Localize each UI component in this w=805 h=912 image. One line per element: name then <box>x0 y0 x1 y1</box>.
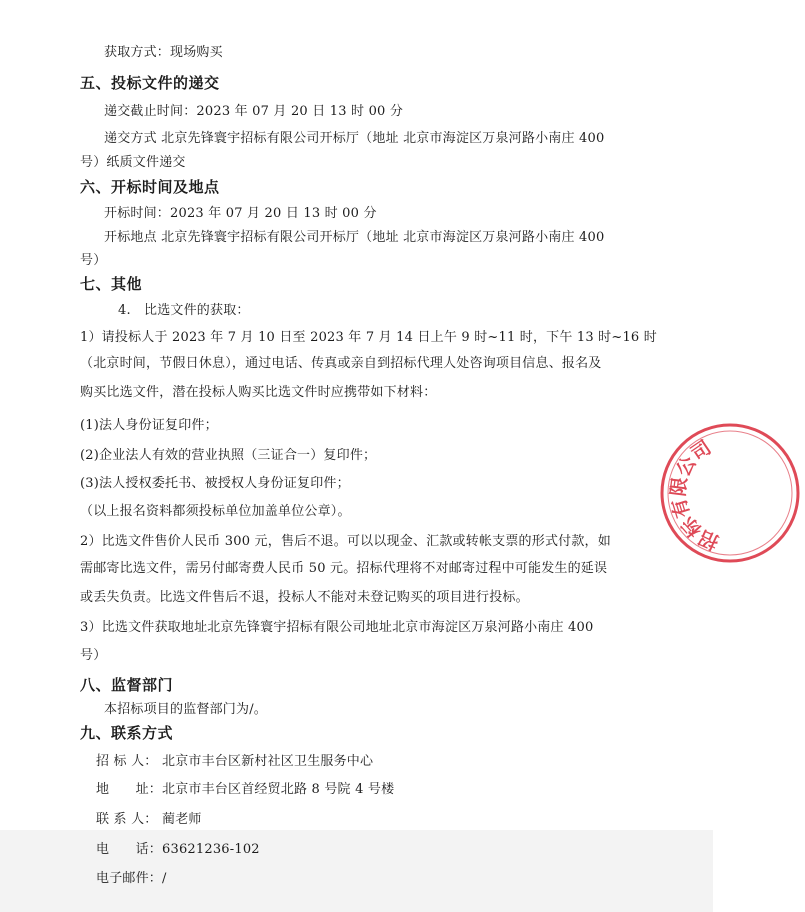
submission-method-line1: 递交方式 北京先锋寰宇招标有限公司开标厅（地址 北京市海淀区万泉河路小南庄 400 <box>104 131 605 146</box>
para1-line2: （北京时间，节假日休息），通过电话、传真或亲自到招标代理人处咨询项目信息、报名及 <box>80 356 602 371</box>
material-note: （以上报名资料都须投标单位加盖单位公章）。 <box>80 504 351 519</box>
para3-line2: 号） <box>80 648 107 663</box>
para1-line1: 1）请投标人于 2023 年 7 月 10 日至 2023 年 7 月 14 日上午 9 时~11 时，下午 13 时~16 时 <box>80 330 657 345</box>
email-value: / <box>162 871 167 886</box>
material-3: (3)法人授权委托书、被授权人身份证复印件； <box>80 476 350 491</box>
section-8-heading: 八、监督部门 <box>80 676 174 694</box>
contact-value: 蔺老师 <box>162 812 202 827</box>
email-label: 电子邮件： <box>96 871 163 886</box>
section-6-heading: 六、开标时间及地点 <box>80 178 220 196</box>
acquire-method: 获取方式：现场购买 <box>104 45 223 60</box>
para1-line3: 购买比选文件，潜在投标人购买比选文件时应携带如下材料： <box>80 385 437 400</box>
section-7-heading: 七、其他 <box>80 275 143 293</box>
para2-line2: 需邮寄比选文件，需另付邮寄费人民币 50 元。招标代理将不对邮寄过程中可能发生的延误 <box>80 561 608 576</box>
opening-time: 开标时间：2023 年 07 月 20 日 13 时 00 分 <box>104 206 377 221</box>
address-value: 北京市丰台区首经贸北路 8 号院 4 号楼 <box>162 782 395 797</box>
submission-deadline: 递交截止时间：2023 年 07 月 20 日 13 时 00 分 <box>104 104 404 119</box>
para3-line1: 3）比选文件获取地址北京先锋寰宇招标有限公司地址北京市海淀区万泉河路小南庄 400 <box>80 620 594 635</box>
submission-method-line2: 号）纸质文件递交 <box>80 155 186 170</box>
company-seal-stamp <box>655 418 805 568</box>
material-1: (1)法人身份证复印件； <box>80 418 218 433</box>
supervision-text: 本招标项目的监督部门为/。 <box>104 702 267 717</box>
opening-place-line2: 号） <box>80 253 107 268</box>
material-2: (2)企业法人有效的营业执照（三证合一）复印件； <box>80 448 377 463</box>
item-4-heading: 4. 比选文件的获取： <box>118 303 250 318</box>
section-9-heading: 九、联系方式 <box>80 724 174 742</box>
address-label: 地 址： <box>96 782 163 797</box>
para2-line3: 或丢失负责。比选文件售后不退，投标人不能对未登记购买的项目进行投标。 <box>80 590 529 605</box>
para2-line1: 2）比选文件售价人民币 300 元，售后不退。可以以现金、汇款或转帐支票的形式付款，如 <box>80 534 611 549</box>
contact-label: 联 系 人： <box>96 812 158 827</box>
owner-label: 招 标 人： <box>96 754 158 769</box>
section-5-heading: 五、投标文件的递交 <box>80 74 220 92</box>
phone-label: 电 话： <box>96 842 163 857</box>
owner-value: 北京市丰台区新村社区卫生服务中心 <box>162 754 374 769</box>
phone-value: 63621236-102 <box>162 842 260 857</box>
seal-text: 招标有限公司 <box>667 436 723 554</box>
opening-place-line1: 开标地点 北京先锋寰宇招标有限公司开标厅（地址 北京市海淀区万泉河路小南庄 400 <box>104 230 605 245</box>
